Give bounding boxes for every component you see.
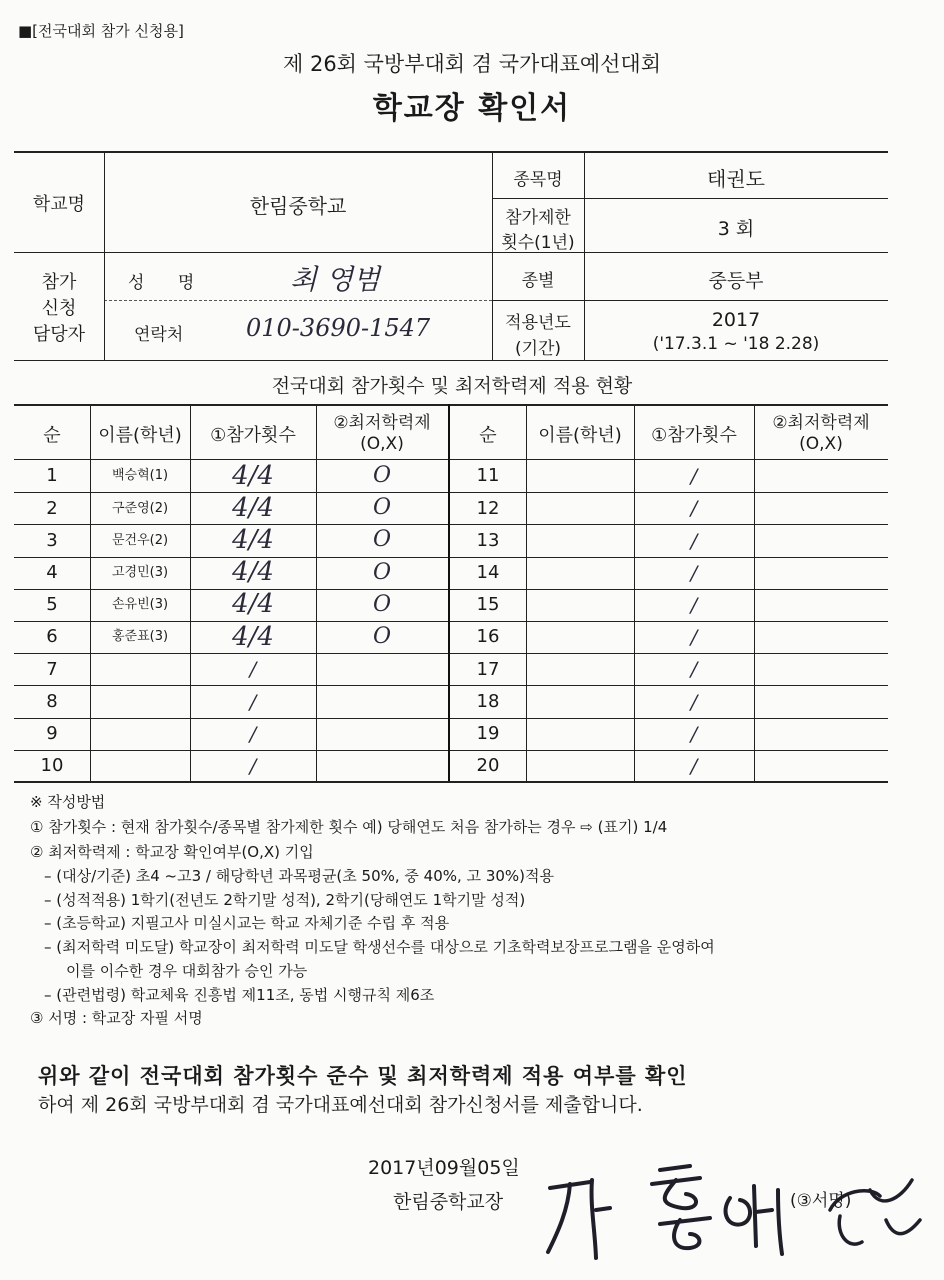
row-participation-count-right: / (690, 529, 698, 553)
header-min-line2: (O,X) (360, 434, 404, 454)
header-name: 이름(학년) (98, 425, 182, 446)
sport-label: 종목명 (513, 170, 563, 190)
row-number-right: 13 (476, 530, 500, 551)
sport-value: 태권도 (707, 167, 765, 191)
row-participation-count: 4/4 (232, 461, 274, 491)
row-participation-count-right: / (690, 690, 698, 714)
row-participation-count: 4/4 (232, 493, 274, 523)
info-table-divider (14, 252, 888, 253)
row-number-right: 15 (476, 594, 500, 615)
person-name-handwritten: 최 영범 (290, 263, 381, 296)
row-student-name: 손유빈(3) (111, 597, 169, 612)
limit-label-line1: 참가제한 (505, 208, 571, 228)
info-table-divider (104, 151, 105, 360)
school-name-value: 한림중학교 (249, 194, 347, 218)
header-count: ①참가횟수 (210, 425, 296, 446)
row-student-name: 백승혁(1) (111, 468, 169, 483)
header-count-right: ①참가횟수 (651, 425, 737, 446)
year-period: ('17.3.1 ~ '18 2.28) (652, 334, 820, 354)
row-participation-count-right: / (690, 593, 698, 617)
row-min-academic: O (372, 463, 392, 488)
table-row-divider (14, 718, 888, 719)
statement-line1: 위와 같이 전국대회 참가횟수 준수 및 최저학력제 적용 여부를 확인 (38, 1064, 688, 1088)
row-participation-count: / (249, 657, 257, 681)
row-number: 8 (46, 691, 58, 712)
row-number-right: 14 (476, 562, 500, 583)
row-participation-count-right: / (690, 561, 698, 585)
note-minimum-academic: ② 최저학력제 : 학교장 확인여부(O,X) 기입 (30, 843, 314, 861)
note-related-law: – (관련법령) 학교체육 진흥법 제11조, 동법 시행규칙 제6조 (44, 986, 435, 1004)
table-row-divider (14, 524, 888, 525)
year-value: 2017 (711, 309, 761, 331)
row-number: 2 (46, 498, 58, 519)
contact-number-handwritten: 010-3690-1547 (246, 314, 431, 342)
row-participation-count: 4/4 (232, 525, 274, 555)
header-order: 순 (43, 425, 61, 446)
row-min-academic: O (372, 527, 392, 552)
division-value: 중등부 (708, 270, 764, 292)
row-min-academic: O (372, 592, 392, 617)
note-grade-application: – (성적적용) 1학기(전년도 2학기말 성적), 2학기(당해연도 1학기말 성적) (44, 891, 526, 909)
signature-label: (③서명) (790, 1191, 852, 1211)
row-min-academic: O (372, 560, 392, 585)
row-student-name: 홍준표(3) (111, 629, 169, 644)
row-student-name: 고경민(3) (111, 565, 169, 580)
row-participation-count: 4/4 (232, 622, 274, 652)
notes-heading: ※ 작성방법 (30, 793, 106, 811)
row-number: 6 (46, 626, 58, 647)
header-min-right-line1: ②최저학력제 (772, 413, 870, 433)
table-column-divider (754, 404, 755, 781)
row-number-right: 20 (476, 755, 500, 776)
row-number: 7 (46, 659, 58, 680)
table-row-divider (14, 621, 888, 622)
row-number: 9 (46, 723, 58, 744)
info-table-dashed-divider (104, 300, 492, 301)
table-row-divider (14, 750, 888, 751)
header-min-right-line2: (O,X) (799, 434, 843, 454)
row-number-right: 17 (476, 659, 500, 680)
table-header-bottom-border (14, 459, 888, 460)
row-participation-count: / (249, 754, 257, 778)
row-number-right: 11 (476, 465, 500, 486)
row-student-name: 문건우(2) (111, 533, 169, 548)
row-number-right: 18 (476, 691, 500, 712)
submission-date: 2017년09월05일 (368, 1157, 520, 1179)
header-name-right: 이름(학년) (538, 425, 622, 446)
info-table-divider (492, 198, 888, 199)
info-table-top-border (14, 151, 888, 153)
table-column-divider (90, 404, 91, 781)
table-row-divider (14, 492, 888, 493)
row-number: 4 (46, 562, 58, 583)
row-number-right: 16 (476, 626, 500, 647)
row-number: 10 (40, 755, 64, 776)
school-name-label: 학교명 (32, 194, 86, 215)
row-participation-count: 4/4 (232, 589, 274, 619)
row-number-right: 19 (476, 723, 500, 744)
row-min-academic: O (372, 624, 392, 649)
row-participation-count-right: / (690, 754, 698, 778)
info-table-divider (492, 300, 888, 301)
note-below-minimum: – (최저학력 미도달) 학교장이 최저학력 미도달 학생선수를 대상으로 기초학력보장프로그램을 운영하여 (44, 938, 715, 956)
table-row-divider (14, 685, 888, 686)
row-number: 5 (46, 594, 58, 615)
year-label-line2: (기간) (514, 339, 562, 359)
header-min-line1: ②최저학력제 (333, 413, 431, 433)
row-participation-count-right: / (690, 496, 698, 520)
division-label: 종별 (521, 271, 555, 291)
table-row-divider (14, 557, 888, 558)
row-number: 1 (46, 465, 58, 486)
document-title: 학교장 확인서 (372, 91, 572, 126)
table-top-border (14, 404, 888, 406)
table-row-divider (14, 653, 888, 654)
row-number-right: 12 (476, 498, 500, 519)
limit-value: 3 회 (717, 218, 755, 240)
year-label-line1: 적용년도 (505, 313, 571, 333)
person-name-label: 성 명 (128, 273, 209, 293)
applicant-label-line1: 참가 (41, 272, 77, 293)
note-below-minimum-cont: 이를 이수한 경우 대회참가 승인 가능 (66, 962, 308, 980)
statement-line2: 하여 제 26회 국방부대회 겸 국가대표예선대회 참가신청서를 제출합니다. (38, 1094, 643, 1116)
row-participation-count-right: / (690, 722, 698, 746)
note-participation-count: ① 참가횟수 : 현재 참가횟수/종목별 참가제한 횟수 예) 당해연도 처음 참가하는 경우 ⇨ (표기) 1/4 (30, 818, 668, 836)
limit-label-line2: 횟수(1년) (501, 233, 575, 253)
row-participation-count-right: / (690, 625, 698, 649)
principal-title: 한림중학교장 (393, 1191, 504, 1213)
row-student-name: 구준영(2) (111, 501, 169, 516)
event-title: 제 26회 국방부대회 겸 국가대표예선대회 (283, 52, 661, 76)
row-participation-count-right: / (690, 464, 698, 488)
note-signature: ③ 서명 : 학교장 자필 서명 (30, 1009, 203, 1027)
table-column-divider (526, 404, 527, 781)
row-participation-count-right: / (690, 657, 698, 681)
row-participation-count: / (249, 690, 257, 714)
table-title: 전국대회 참가횟수 및 최저학력제 적용 현황 (271, 375, 633, 397)
note-elementary: – (초등학교) 지필고사 미실시교는 학교 자체기준 수립 후 적용 (44, 914, 450, 932)
row-number: 3 (46, 530, 58, 551)
row-participation-count: / (249, 722, 257, 746)
applicant-label-line2: 신청 (41, 298, 77, 319)
note-criteria: – (대상/기준) 초4 ~고3 / 해당학년 과목평균(초 50%, 중 40%, 고 30%)적용 (44, 867, 554, 885)
table-bottom-border (14, 781, 888, 783)
principal-signature (540, 1150, 930, 1270)
header-order-right: 순 (479, 425, 497, 446)
contact-label: 연락처 (134, 325, 184, 345)
row-participation-count: 4/4 (232, 557, 274, 587)
info-table-bottom-border (14, 360, 888, 361)
applicant-label-line3: 담당자 (32, 324, 86, 345)
document-tag: ■[전국대회 참가 신청용] (18, 22, 184, 40)
row-min-academic: O (372, 495, 392, 520)
table-row-divider (14, 589, 888, 590)
